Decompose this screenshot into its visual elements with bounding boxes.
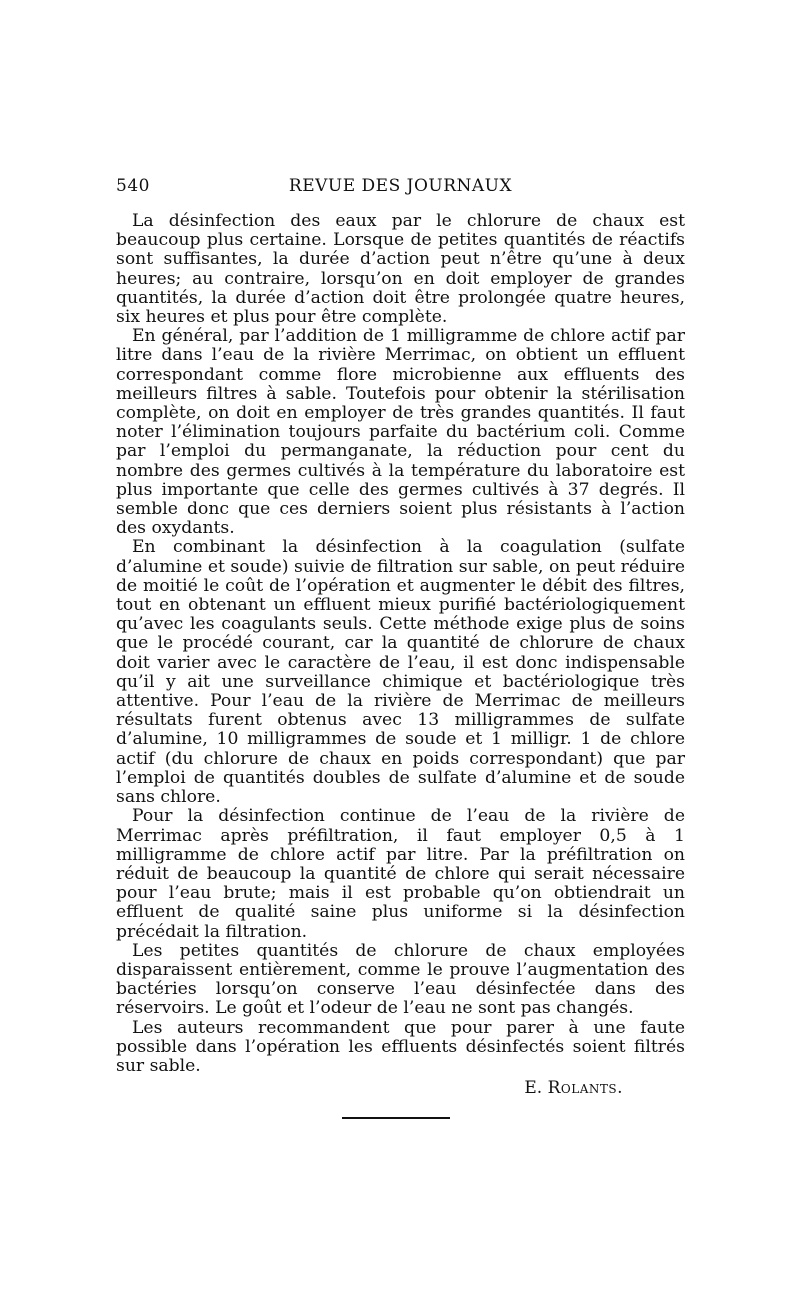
running-title: REVUE DES JOURNAUX (288, 176, 513, 196)
section-divider (342, 1117, 450, 1119)
paragraph: En général, par l’addition de 1 milligramme de chlore actif par litre dans l’eau de la rivière Merrimac, on obtient un effluent correspondant comme flore microbienne aux effluents des meilleurs filtres à sable. Toutefois pour obtenir la stérilisation complète, on doit en employer de très grandes quantités. Il faut noter l’élimination toujours parfaite du bactérium coli. Comme par l’emploi du permanganate, la réduction pour cent du nombre des germes cultivés à la température du laboratoire est plus importante que celle des germes cultivés à 37 degrés. Il semble donc que ces derniers soient plus résistants à l’action des oxydants. (116, 326, 685, 539)
paragraph: Les petites quantités de chlorure de chaux employées disparaissent entièrement, comme le prouve l’augmentation des bactéries lorsqu’on conserve l’eau désinfectée dans des réservoirs. Le goût et l’odeur de l’eau ne sont pas changés. (116, 940, 685, 1019)
page-content (116, 176, 685, 1098)
running-header (116, 176, 685, 202)
author-initial: E. (524, 1078, 543, 1099)
paragraph: Pour la désinfection continue de l’eau de la rivière de Merrimac après préfiltration, il faut employer 0,5 à 1 milligramme de chlore actif par litre. Par la préfiltration on réduit de beaucoup la quantité de chlore qui serait nécessaire pour l’eau brute; mais il est probable qu’on obtiendrait un effluent de qualité saine plus uniforme si la désinfection précédait la filtration. (116, 806, 685, 942)
article-body (116, 212, 685, 1076)
paragraph: Les auteurs recommandent que pour parer à une faute possible dans l’opération les effluents désinfectés soient filtrés sur sable. (116, 1017, 685, 1076)
paragraph: La désinfection des eaux par le chlorure de chaux est beaucoup plus certaine. Lorsque de petites quantités de réactifs sont suffisantes, la durée d’action peut n’être qu’une à deux heures; au contraire, lorsqu’on en doit employer de grandes quantités, la durée d’action doit être prolongée quatre heures, six heures et plus pour être complète. (116, 211, 685, 328)
author-signature (116, 1078, 685, 1098)
page-number: 540 (116, 176, 150, 196)
author-surname: Rolants. (547, 1078, 623, 1099)
paragraph: En combinant la désinfection à la coagulation (sulfate d’alumine et soude) suivie de filtration sur sable, on peut réduire de moitié le coût de l’opération et augmenter le débit des filtres, tout en obtenant un effluent mieux purifié bactériologiquement qu’avec les coagulants seuls. Cette méthode exige plus de soins que le procédé courant, car la quantité de chlorure de chaux doit varier avec le caractère de l’eau, il est donc indispensable qu’il y ait une surveillance chimique et bactériologique très attentive. Pour l’eau de la rivière de Merrimac de meilleurs résultats furent obtenus avec 13 milligrammes de sulfate d’alumine, 10 milligrammes de soude et 1 milligr. 1 de chlore actif (du chlorure de chaux en poids correspondant) que par l’emploi de quantités doubles de sulfate d’alumine et de soude sans chlore. (116, 537, 685, 808)
